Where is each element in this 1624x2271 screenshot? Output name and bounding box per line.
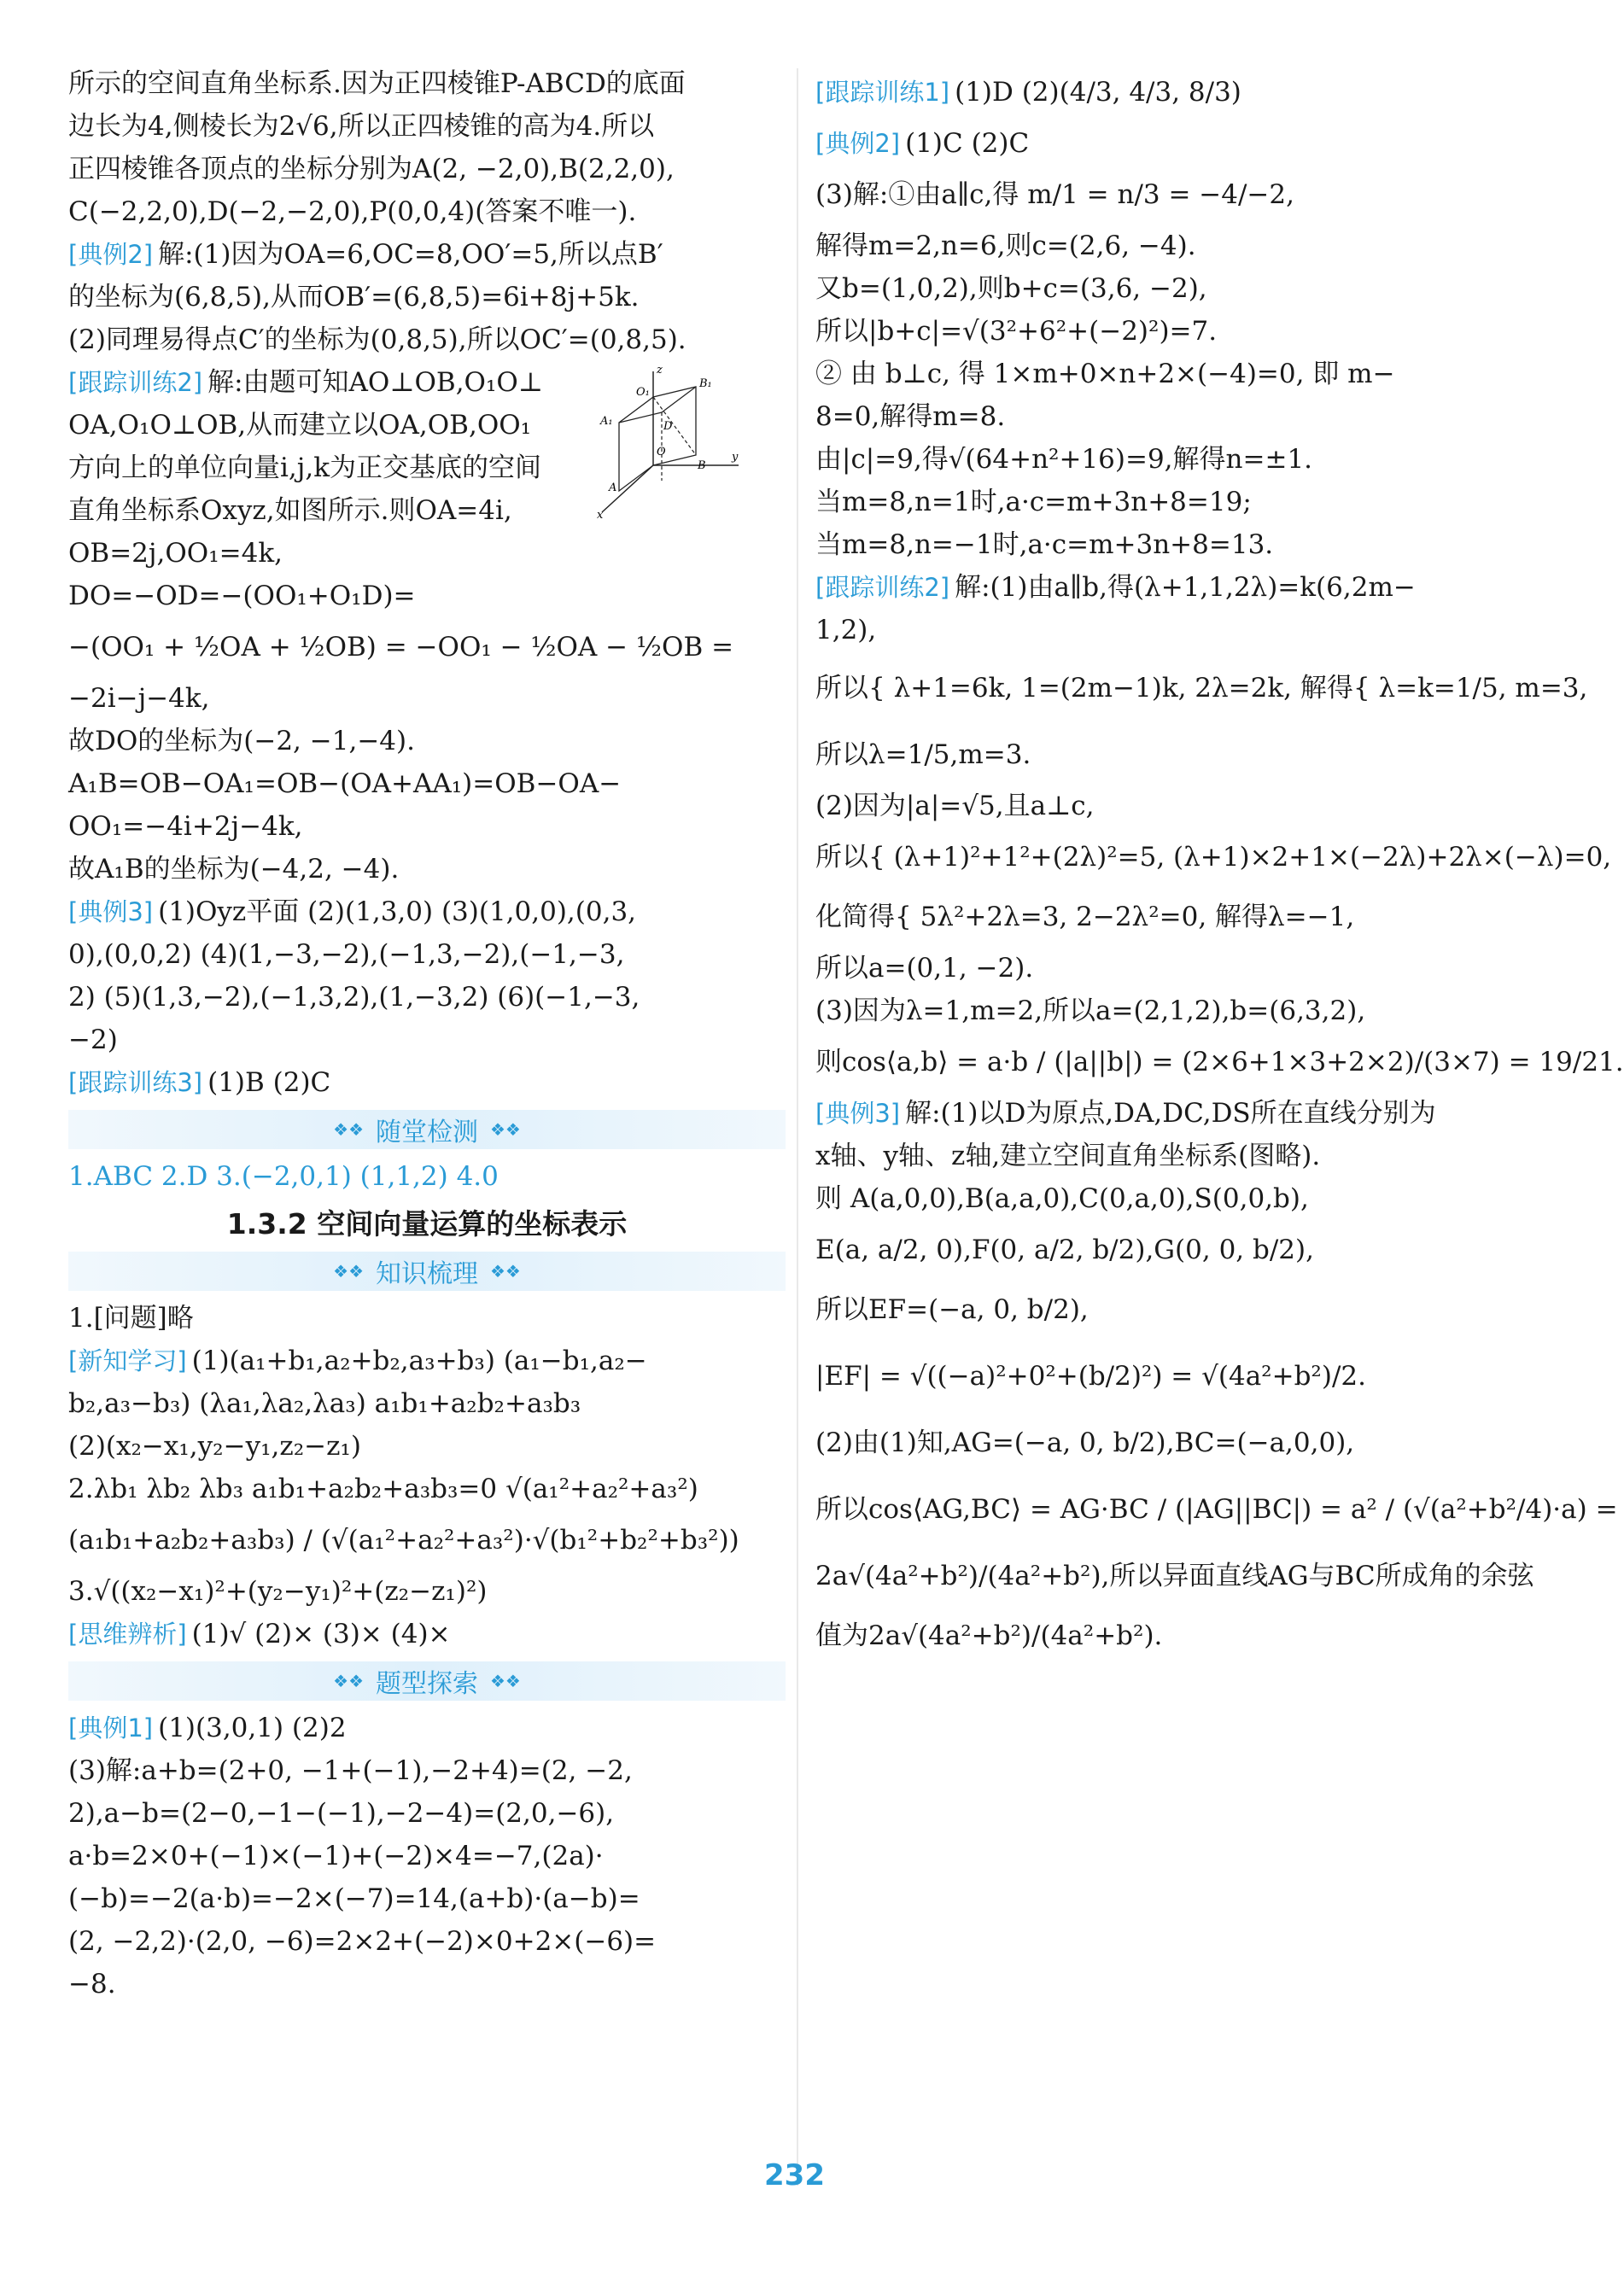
line-text: (3)解:a+b=(2+0, −1+(−1),−2+4)=(2, −2, bbox=[68, 1755, 633, 1786]
right-column bbox=[815, 68, 1624, 1672]
line-text: 1,2), bbox=[815, 615, 877, 645]
text-line bbox=[68, 1303, 786, 1334]
text-line bbox=[68, 68, 786, 99]
line-text: 所以EF=(−a, 0, b/2), bbox=[815, 1294, 1089, 1325]
line-text: 解:由题可知AO⊥OB,O₁O⊥ bbox=[207, 367, 543, 398]
label-b1: B₁ bbox=[699, 377, 712, 390]
line-text: 8=0,解得m=8. bbox=[815, 401, 1006, 432]
text-line bbox=[815, 444, 1537, 475]
line-text: 方向上的单位向量i,j,k为正交基底的空间 bbox=[68, 452, 542, 483]
label-y: y bbox=[732, 451, 739, 464]
line-text: (a₁b₁+a₂b₂+a₃b₃) / (√(a₁²+a₂²+a₃²)·√(b₁²+b₂²+b₃²)) bbox=[68, 1525, 739, 1556]
text-line bbox=[815, 791, 1537, 821]
text-line bbox=[815, 1552, 1537, 1600]
line-text: 当m=8,n=1时,a·c=m+3n+8=19; bbox=[815, 487, 1252, 517]
text-line bbox=[815, 1098, 1537, 1129]
line-text: 2) (5)(1,3,−2),(−1,3,2),(1,−3,2) (6)(−1,−3, bbox=[68, 982, 640, 1013]
label-o: O bbox=[657, 446, 666, 458]
right-lines bbox=[815, 68, 1624, 1660]
line-text: OA,O₁O⊥OB,从而建立以OA,OB,OO₁ bbox=[68, 410, 532, 441]
text-line bbox=[68, 1713, 786, 1743]
section-title-suitang: 随堂检测 bbox=[376, 1118, 478, 1147]
line-text: 的坐标为(6,8,5),从而OB′=(6,8,5)=6i+8j+5k. bbox=[68, 282, 640, 312]
text-line bbox=[68, 1474, 786, 1504]
text-line bbox=[68, 111, 786, 142]
text-line bbox=[68, 1926, 786, 1957]
section-title-zhishi: 知识梳理 bbox=[376, 1259, 478, 1289]
text-line bbox=[815, 1479, 1618, 1540]
line-text: −2) bbox=[68, 1025, 118, 1055]
label-o1: O₁ bbox=[636, 386, 650, 399]
line-text: (1)Oyz平面 (2)(1,3,0) (3)(1,0,0),(0,3, bbox=[158, 896, 637, 927]
line-text: 则 A(a,0,0),B(a,a,0),C(0,a,0),S(0,0,b), bbox=[815, 1183, 1309, 1214]
line-text: 解得m=2,n=6,则c=(2,6, −4). bbox=[815, 231, 1196, 261]
text-line bbox=[68, 538, 786, 569]
text-line bbox=[815, 731, 1537, 779]
label-x: x bbox=[597, 509, 604, 522]
line-text: 所以{ (λ+1)²+1²+(2λ)²=5, (λ+1)×2+1×(−2λ)+2λ×(−λ)=0, bbox=[815, 842, 1612, 873]
line-text: (2)(x₂−x₁,y₂−y₁,z₂−z₁) bbox=[68, 1431, 361, 1462]
line-text: 故A₁B的坐标为(−4,2, −4). bbox=[68, 854, 400, 884]
line-text: 解:(1)因为OA=6,OC=8,OO′=5,所以点B′ bbox=[158, 239, 663, 270]
section-tag: [典例2] bbox=[815, 129, 901, 158]
text-line bbox=[815, 316, 1537, 347]
line-text: |EF| = √((−a)²+0²+(b/2)²) = √(4a²+b²)/2. bbox=[815, 1361, 1366, 1392]
line-text: (2, −2,2)·(2,0, −6)=2×2+(−2)×0+2×(−6)= bbox=[68, 1926, 657, 1957]
text-line bbox=[815, 1346, 1537, 1407]
text-line bbox=[815, 359, 1537, 389]
line-text: 解:(1)由a∥b,得(λ+1,1,2λ)=k(6,2m− bbox=[955, 572, 1416, 603]
line-text: 则cos⟨a,b⟩ = a·b / (|a||b|) = (2×6+1×3+2×2)/(3×7) = 19/21. bbox=[815, 1047, 1624, 1077]
text-line bbox=[68, 1576, 786, 1607]
line-text: 2),a−b=(2−0,−1−(−1),−2−4)=(2,0,−6), bbox=[68, 1798, 615, 1829]
section-tag: [典例1] bbox=[68, 1713, 154, 1743]
text-line bbox=[68, 1619, 786, 1649]
line-text: 所以|b+c|=√(3²+6²+(−2)²)=7. bbox=[815, 316, 1218, 347]
text-line bbox=[815, 128, 1537, 159]
text-line bbox=[68, 196, 786, 227]
text-line bbox=[815, 273, 1537, 304]
line-text: 值为2a√(4a²+b²)/(4a²+b²). bbox=[815, 1620, 1163, 1651]
text-line bbox=[68, 1969, 786, 2000]
line-text: (1)C (2)C bbox=[905, 128, 1030, 159]
section-band-zhishi bbox=[68, 1252, 786, 1291]
text-line bbox=[815, 1038, 1624, 1086]
text-line bbox=[68, 623, 786, 671]
text-line bbox=[68, 1025, 786, 1055]
text-line bbox=[68, 811, 786, 842]
section-tag: [思维辨析] bbox=[68, 1620, 187, 1649]
line-text: OB=2j,OO₁=4k, bbox=[68, 538, 283, 569]
line-text: ② 由 b⊥c, 得 1×m+0×n+2×(−4)=0, 即 m− bbox=[815, 359, 1395, 389]
text-line bbox=[815, 893, 1537, 941]
text-line bbox=[815, 231, 1537, 261]
text-line bbox=[815, 1183, 1537, 1214]
section-band-suitang bbox=[68, 1110, 786, 1149]
line-text: (3)解:①由a∥c,得 m/1 = n/3 = −4/−2, bbox=[815, 179, 1294, 210]
text-line bbox=[815, 615, 1537, 645]
text-line bbox=[68, 854, 786, 884]
line-text: −(OO₁ + ½OA + ½OB) = −OO₁ − ½OA − ½OB = bbox=[68, 632, 734, 663]
line-text: (−b)=−2(a·b)=−2×(−7)=14,(a+b)·(a−b)= bbox=[68, 1883, 640, 1914]
diamond-icon: ❖❖ bbox=[490, 1261, 521, 1281]
text-line bbox=[815, 171, 1537, 219]
text-line bbox=[68, 768, 786, 799]
line-text: a·b=2×0+(−1)×(−1)+(−2)×4=−7,(2a)· bbox=[68, 1841, 604, 1871]
text-line bbox=[815, 1286, 1537, 1334]
section-tag: [跟踪训练1] bbox=[815, 78, 950, 107]
diamond-icon: ❖❖ bbox=[333, 1261, 364, 1281]
zhishi-lines bbox=[68, 1303, 786, 1649]
line-text: −2i−j−4k, bbox=[68, 683, 210, 714]
line-text: (2)由(1)知,AG=(−a, 0, b/2),BC=(−a,0,0), bbox=[815, 1427, 1355, 1458]
section-band-tixing bbox=[68, 1661, 786, 1701]
suitang-answers: 1.ABC 2.D 3.(−2,0,1) (1,1,2) 4.0 bbox=[68, 1161, 499, 1192]
text-line bbox=[68, 939, 786, 970]
section-tag: [跟踪训练2] bbox=[815, 573, 950, 602]
label-z: z bbox=[657, 364, 663, 377]
line-text: (1)B (2)C bbox=[207, 1067, 331, 1098]
line-text: 2a√(4a²+b²)/(4a²+b²),所以异面直线AG与BC所成角的余弦 bbox=[815, 1561, 1534, 1591]
section-tag: [跟踪训练3] bbox=[68, 1068, 203, 1097]
text-line bbox=[68, 1388, 786, 1419]
line-text: (1)(3,0,1) (2)2 bbox=[158, 1713, 347, 1743]
diamond-icon: ❖❖ bbox=[490, 1671, 521, 1691]
section-tag: [跟踪训练2] bbox=[68, 368, 203, 397]
line-text: 边长为4,侧棱长为2√6,所以正四棱锥的高为4.所以 bbox=[68, 111, 655, 142]
text-line bbox=[68, 1067, 786, 1098]
diamond-icon: ❖❖ bbox=[333, 1671, 364, 1691]
section-tag: [典例2] bbox=[68, 240, 154, 269]
text-line bbox=[815, 572, 1537, 603]
line-text: −8. bbox=[68, 1969, 116, 2000]
line-text: (1)√ (2)× (3)× (4)× bbox=[191, 1619, 451, 1649]
line-text: 正四棱锥各顶点的坐标分别为A(2, −2,0),B(2,2,0), bbox=[68, 154, 675, 184]
text-line bbox=[815, 529, 1537, 560]
line-text: 当m=8,n=−1时,a·c=m+3n+8=13. bbox=[815, 529, 1274, 560]
box-left bbox=[619, 397, 653, 491]
section-tag: [新知学习] bbox=[68, 1346, 187, 1375]
text-line bbox=[815, 1612, 1537, 1660]
line-text: 3.√((x₂−x₁)²+(y₂−y₁)²+(z₂−z₁)²) bbox=[68, 1576, 488, 1607]
text-line bbox=[68, 726, 786, 756]
left-lines bbox=[68, 68, 786, 1098]
text-line bbox=[815, 401, 1537, 432]
line-text: 解:(1)以D为原点,DA,DC,DS所在直线分别为 bbox=[905, 1098, 1436, 1129]
text-line bbox=[68, 1841, 786, 1871]
coordinate-figure bbox=[585, 363, 747, 521]
line-text: C(−2,2,0),D(−2,−2,0),P(0,0,4)(答案不唯一). bbox=[68, 196, 637, 227]
line-text: 所以a=(0,1, −2). bbox=[815, 953, 1034, 984]
line-text: b₂,a₃−b₃) (λa₁,λa₂,λa₃) a₁b₁+a₂b₂+a₃b₃ bbox=[68, 1388, 581, 1419]
label-b: B bbox=[698, 459, 706, 472]
text-line bbox=[815, 487, 1537, 517]
line-text: x轴、y轴、z轴,建立空间直角坐标系(图略). bbox=[815, 1141, 1321, 1171]
line-text: 0),(0,0,2) (4)(1,−3,−2),(−1,3,−2),(−1,−3, bbox=[68, 939, 625, 970]
line-text: 化简得{ 5λ²+2λ=3, 2−2λ²=0, 解得λ=−1, bbox=[815, 902, 1355, 932]
line-text: (1)(a₁+b₁,a₂+b₂,a₃+b₃) (a₁−b₁,a₂− bbox=[191, 1346, 647, 1376]
line-text: E(a, a/2, 0),F(0, a/2, b/2),G(0, 0, b/2), bbox=[815, 1235, 1314, 1265]
line-text: 2.λb₁ λb₂ λb₃ a₁b₁+a₂b₂+a₃b₃=0 √(a₁²+a₂²+a₃²) bbox=[68, 1474, 698, 1504]
text-line bbox=[815, 1226, 1537, 1274]
line-text: (3)因为λ=1,m=2,所以a=(2,1,2),b=(6,3,2), bbox=[815, 995, 1366, 1026]
text-line bbox=[68, 1346, 786, 1376]
line-text: (2)同理易得点C′的坐标为(0,8,5),所以OC′=(0,8,5). bbox=[68, 324, 686, 355]
text-line bbox=[68, 324, 786, 355]
text-line bbox=[68, 982, 786, 1013]
text-line bbox=[815, 995, 1537, 1026]
text-line bbox=[68, 896, 786, 927]
text-line bbox=[68, 282, 786, 312]
text-line bbox=[815, 68, 1537, 116]
line-text: (1)D (2)(4/3, 4/3, 8/3) bbox=[955, 77, 1241, 108]
line-text: 直角坐标系Oxyz,如图所示.则OA=4i, bbox=[68, 495, 512, 526]
diamond-icon: ❖❖ bbox=[490, 1119, 521, 1140]
subsection-title: 1.3.2 空间向量运算的坐标表示 bbox=[226, 1207, 628, 1241]
text-line bbox=[68, 1798, 786, 1829]
text-line bbox=[68, 1431, 786, 1462]
line-text: 又b=(1,0,2),则b+c=(3,6, −2), bbox=[815, 273, 1207, 304]
line-text: 所以{ λ+1=6k, 1=(2m−1)k, 2λ=2k, 解得{ λ=k=1/5, m=3, bbox=[815, 673, 1588, 703]
text-line bbox=[68, 1516, 786, 1564]
label-d: D bbox=[663, 420, 673, 433]
text-line bbox=[68, 239, 786, 270]
line-text: 由|c|=9,得√(64+n²+16)=9,解得n=±1. bbox=[815, 444, 1313, 475]
diamond-icon: ❖❖ bbox=[333, 1119, 364, 1140]
page-number: 232 bbox=[764, 2158, 825, 2192]
text-line bbox=[68, 1755, 786, 1786]
line-text: 所以cos⟨AG,BC⟩ = AG·BC / (|AG||BC|) = a² / (√(a²+b²/4)·a) = bbox=[815, 1494, 1618, 1525]
text-line bbox=[68, 683, 786, 714]
text-line bbox=[815, 1141, 1537, 1171]
section-tag: [典例3] bbox=[68, 897, 154, 926]
line-text: DO=−OD=−(OO₁+O₁D)= bbox=[68, 581, 416, 611]
left-column bbox=[68, 68, 786, 2011]
text-line bbox=[815, 953, 1537, 984]
text-line bbox=[815, 657, 1588, 719]
line-text: 所示的空间直角坐标系.因为正四棱锥P-ABCD的底面 bbox=[68, 68, 686, 99]
line-text: OO₁=−4i+2j−4k, bbox=[68, 811, 303, 842]
column-divider bbox=[797, 68, 798, 2186]
label-a: A bbox=[609, 482, 617, 494]
line-text: 故DO的坐标为(−2, −1,−4). bbox=[68, 726, 415, 756]
line-text: A₁B=OB−OA₁=OB−(OA+AA₁)=OB−OA− bbox=[68, 768, 622, 799]
tixing-lines bbox=[68, 1713, 786, 2000]
label-a1: A₁ bbox=[600, 415, 613, 428]
line-text: 所以λ=1/5,m=3. bbox=[815, 739, 1031, 770]
line-text: (2)因为|a|=√5,且a⊥c, bbox=[815, 791, 1095, 821]
text-line bbox=[815, 833, 1612, 881]
text-line bbox=[815, 1419, 1537, 1467]
text-line bbox=[68, 1883, 786, 1914]
section-tag: [典例3] bbox=[815, 1099, 901, 1128]
section-title-tixing: 题型探索 bbox=[376, 1669, 478, 1699]
text-line bbox=[68, 581, 786, 611]
text-line bbox=[68, 154, 786, 184]
line-text: 1.[问题]略 bbox=[68, 1303, 194, 1334]
